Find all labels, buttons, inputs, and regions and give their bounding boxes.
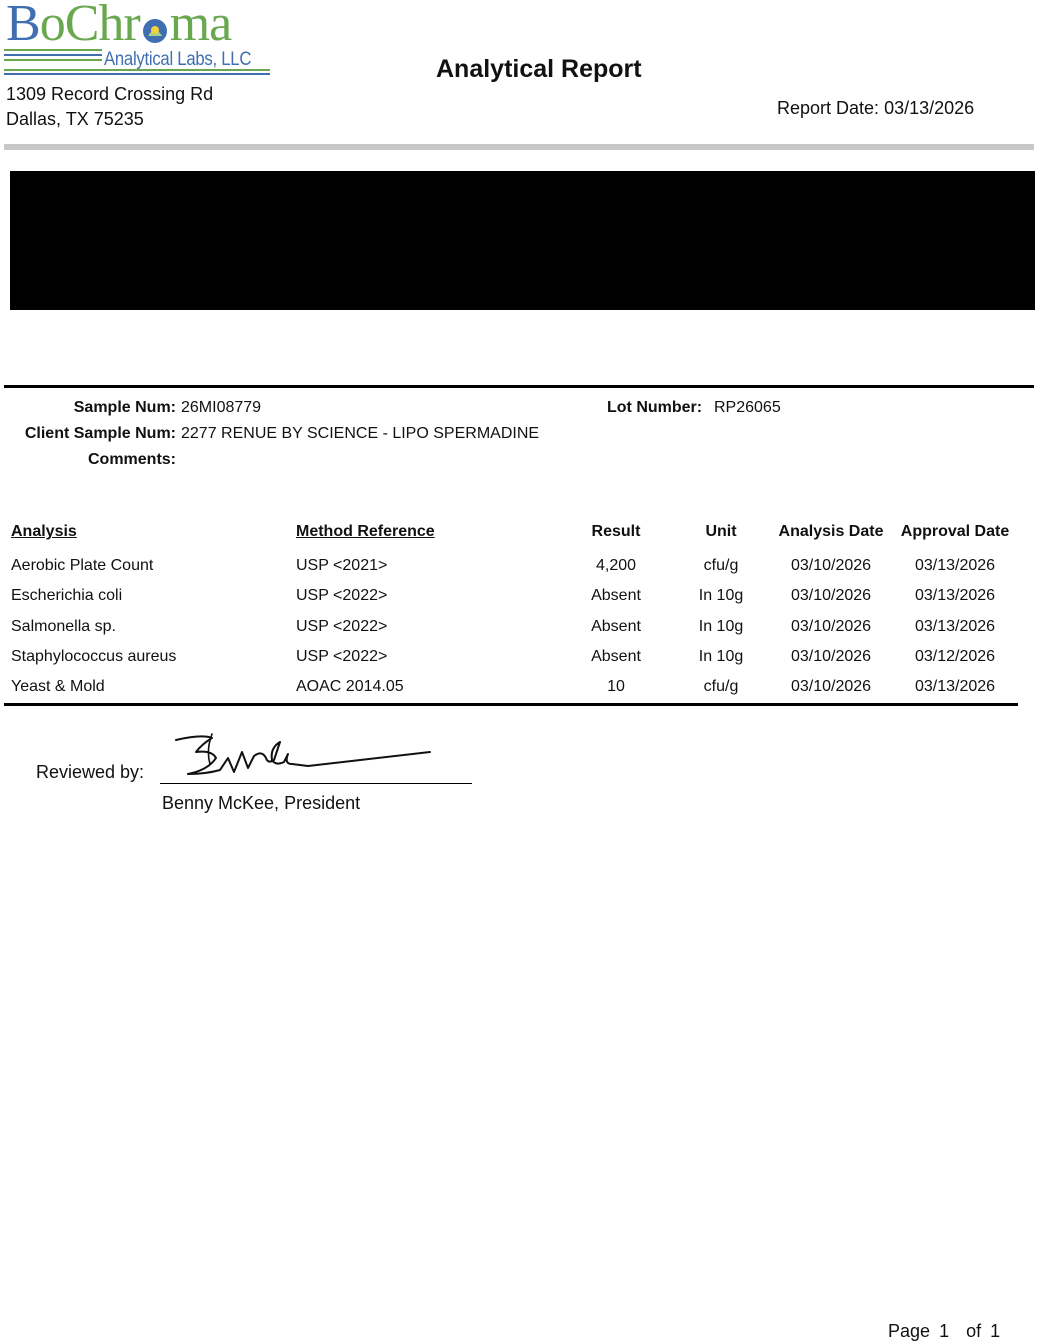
row-4-method: USP <2022> (296, 648, 388, 665)
row-2-method: USP <2022> (296, 587, 388, 604)
row-1-result: 4,200 (595, 557, 637, 574)
row-2-result: Absent (591, 587, 641, 604)
lot-number-value: RP26065 (714, 399, 781, 416)
reviewed-by-label: Reviewed by: (36, 762, 145, 782)
header-analysis-date: Analysis Date (778, 523, 884, 540)
row-5-analysis: Yeast & Mold (11, 678, 105, 695)
row-5-result: 10 (607, 678, 625, 695)
header-method-reference: Method Reference (296, 523, 435, 540)
report-date-label: Report Date: (777, 98, 880, 118)
row-1-approval-date: 03/13/2026 (914, 557, 996, 574)
row-2-analysis: Escherichia coli (11, 587, 123, 604)
row-3-analysis: Salmonella sp. (11, 618, 116, 635)
signature-line (160, 783, 472, 784)
header-unit: Unit (705, 523, 737, 540)
row-1-analysis: Aerobic Plate Count (11, 557, 154, 574)
client-sample-num-label: Client Sample Num: (24, 425, 176, 442)
company-logo (4, 0, 270, 80)
header-approval-date: Approval Date (900, 523, 1010, 540)
header-result: Result (591, 523, 641, 540)
row-5-approval-date: 03/13/2026 (914, 678, 996, 695)
row-4-result: Absent (591, 648, 641, 665)
table-bottom-divider (4, 703, 1018, 706)
comments-label: Comments: (87, 451, 176, 468)
row-3-approval-date: 03/13/2026 (914, 618, 996, 635)
row-3-result: Absent (591, 618, 641, 635)
lot-number-label: Lot Number: (607, 399, 703, 416)
row-3-analysis-date: 03/10/2026 (790, 618, 872, 635)
row-2-analysis-date: 03/10/2026 (790, 587, 872, 604)
row-2-unit: In 10g (698, 587, 744, 604)
row-4-analysis-date: 03/10/2026 (790, 648, 872, 665)
row-5-method: AOAC 2014.05 (296, 678, 404, 695)
row-1-analysis-date: 03/10/2026 (790, 557, 872, 574)
row-3-method: USP <2022> (296, 618, 388, 635)
sample-num-value: 26MI08779 (181, 399, 262, 416)
row-4-approval-date: 03/12/2026 (914, 648, 996, 665)
header-analysis: Analysis (11, 523, 77, 540)
redacted-block (10, 171, 1035, 310)
signature (172, 730, 434, 782)
row-4-analysis: Staphylococcus aureus (11, 648, 177, 665)
sample-section-divider (4, 385, 1034, 388)
signer-name: Benny McKee, President (162, 793, 361, 813)
logo-subtitle: Analytical Labs, LLC (104, 49, 252, 70)
report-title: Analytical Report (436, 55, 642, 83)
header-divider (4, 144, 1034, 150)
report-date (777, 98, 974, 119)
row-1-method: USP <2021> (296, 557, 388, 574)
row-1-unit: cfu/g (703, 557, 739, 574)
report-date-value: 03/13/2026 (884, 98, 975, 118)
row-5-analysis-date: 03/10/2026 (790, 678, 872, 695)
page-of-label: of (966, 1321, 982, 1341)
row-3-unit: In 10g (698, 618, 744, 635)
client-sample-num-value: 2277 RENUE BY SCIENCE - LIPO SPERMADINE (181, 425, 540, 442)
logo-globe-icon (140, 16, 170, 46)
row-5-unit: cfu/g (703, 678, 739, 695)
page-label: Page (888, 1321, 931, 1341)
row-2-approval-date: 03/13/2026 (914, 587, 996, 604)
sample-num-label: Sample Num: (73, 399, 176, 416)
page-total: 1 (990, 1321, 1001, 1341)
logo-wordmark: BoChr ma (6, 0, 232, 52)
address-line-1: 1309 Record Crossing Rd (6, 84, 214, 104)
page-number (888, 1321, 1000, 1342)
page-current: 1 (939, 1321, 950, 1341)
row-4-unit: In 10g (698, 648, 744, 665)
address-line-2: Dallas, TX 75235 (6, 109, 144, 129)
